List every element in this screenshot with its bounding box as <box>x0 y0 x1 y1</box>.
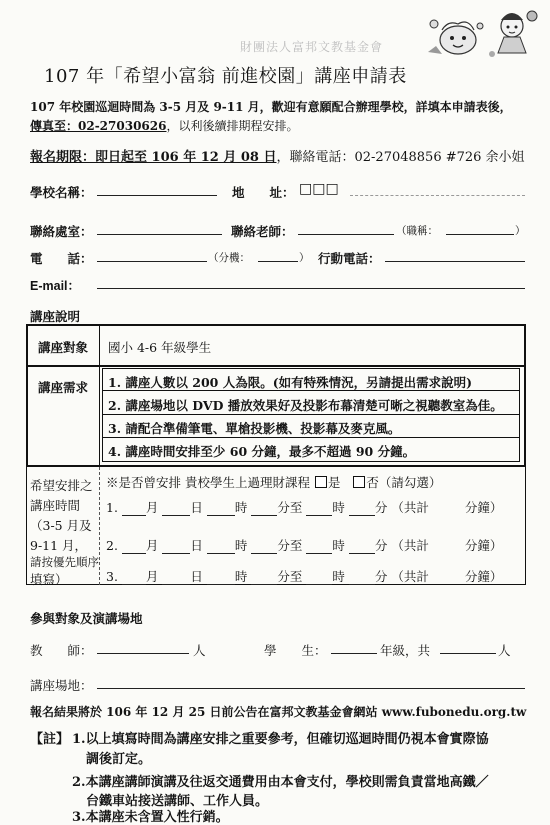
schedule-col-divider <box>99 467 100 585</box>
intro-line-2 <box>30 117 299 134</box>
job-title-field[interactable] <box>446 221 514 235</box>
day-field[interactable] <box>162 502 190 516</box>
school-name-label: 學校名稱： <box>30 185 93 200</box>
need-item-3: 3. 請配合準備筆電、單槍投影機、投影幕及麥克風。 <box>108 421 401 436</box>
mascot-logo-image <box>412 4 542 66</box>
note-item-2-cont: 台鐵車站接送講師、工作人員。 <box>86 794 269 809</box>
time-slot-row-1 <box>106 498 502 516</box>
hour-unit: 時 <box>234 538 248 553</box>
month-unit: 月 <box>145 500 159 515</box>
contact-office-label: 聯絡處室： <box>30 224 93 239</box>
total-label: （共計 <box>391 500 429 515</box>
target-value: 國小 4-6 年級學生 <box>108 340 212 355</box>
day-unit: 日 <box>190 500 203 515</box>
result-notice: 報名結果將於 106 年 12 月 25 日前公告在富邦文教基金會網站 www.fubonedu.org.tw <box>30 705 527 719</box>
schedule-label-line-5: 請按優先順序 <box>30 555 99 569</box>
month-field[interactable] <box>122 502 146 516</box>
schedule-label-line-3: （3-5 月及 <box>30 518 92 533</box>
day-field[interactable] <box>162 571 190 585</box>
month-unit: 月 <box>145 538 159 553</box>
address-field[interactable] <box>350 182 525 196</box>
intro-line-1: 107 年校園巡迴時間為 3-5 月及 9-11 月，歡迎有意願配合辦理學校，詳填本申請表後， <box>30 100 512 114</box>
minute-to-field[interactable] <box>349 540 375 554</box>
minute-to-unit: 分 <box>374 500 388 515</box>
day-field[interactable] <box>162 540 190 554</box>
student-grade-field[interactable] <box>331 640 377 654</box>
job-title-close: ） <box>515 225 526 237</box>
minute-to-field[interactable] <box>349 502 375 516</box>
schedule-label-line-4: 9-11 月， <box>30 538 88 553</box>
note-item-1-cont: 調後訂定。 <box>86 752 152 767</box>
target-label: 講座對象 <box>38 340 89 355</box>
minute-from-field[interactable] <box>251 571 277 585</box>
need-item-2: 2. 講座場地以 DVD 播放效果好及投影布幕清楚可晰之視聽教室為佳。 <box>108 398 503 413</box>
note-item-1: 1.以上填寫時間為講座安排之重要參考，但確切巡迴時間仍視本會實際協 <box>72 732 489 747</box>
needs-label: 講座需求 <box>38 380 89 395</box>
hour-to-field[interactable] <box>306 540 332 554</box>
total-label: （共計 <box>391 538 429 553</box>
phone-field[interactable] <box>97 248 207 262</box>
contact-phone: ，聯絡電話：02-27048856 #726 余小姐 <box>276 150 525 165</box>
schedule-label-line-2: 講座時間 <box>30 498 81 513</box>
address-postcode-boxes[interactable]: □□□ <box>299 181 339 197</box>
month-field[interactable] <box>122 540 146 554</box>
hour-field[interactable] <box>207 571 235 585</box>
day-unit: 日 <box>190 538 203 553</box>
hour-unit: 時 <box>234 569 248 584</box>
mobile-label: 行動電話： <box>318 251 381 266</box>
mobile-field[interactable] <box>385 248 525 262</box>
phone-label: 電 話： <box>30 251 93 266</box>
hour-to-field[interactable] <box>306 571 332 585</box>
yes-label: 是 <box>327 475 341 490</box>
email-label: E-mail： <box>30 279 81 293</box>
yes-checkbox[interactable] <box>315 476 327 488</box>
minute-to-unit: 分 <box>374 569 388 584</box>
extension-label: （分機： <box>208 252 250 264</box>
hour-to-field[interactable] <box>306 502 332 516</box>
finance-course-question <box>106 473 441 491</box>
venue-field[interactable] <box>97 675 525 689</box>
no-checkbox[interactable] <box>353 476 365 488</box>
note-item-3: 3.本講座未含置入性行銷。 <box>72 810 229 825</box>
minute-from-unit: 分至 <box>277 569 303 584</box>
student-grade-unit: 年級，共 <box>380 643 431 658</box>
hour-field[interactable] <box>207 502 235 516</box>
notes-label: 【註】 <box>30 732 70 747</box>
no-label: 否（請勾選） <box>366 475 442 490</box>
need-item-4: 4. 講座時間安排至少 60 分鐘，最多不超過 90 分鐘。 <box>108 444 416 459</box>
time-slot-row-3 <box>106 567 502 585</box>
lecture-table-divider <box>26 365 526 367</box>
lecture-section-label: 講座說明 <box>30 309 81 324</box>
schedule-label-line-1: 希望安排之 <box>30 478 93 493</box>
teacher-count-unit: 人 <box>193 643 206 658</box>
student-count-unit: 人 <box>498 643 511 658</box>
email-field[interactable] <box>97 275 525 289</box>
slot-number: 2. <box>106 538 118 553</box>
day-unit: 日 <box>190 569 203 584</box>
teacher-count-label: 教 師： <box>30 643 93 658</box>
address-label: 地 址： <box>232 185 295 200</box>
school-name-field[interactable] <box>97 182 217 196</box>
fax-number: 傳真至：02-27030626 <box>30 119 167 133</box>
intro-line-2-rest: ，以利後續排期程安排。 <box>166 119 299 133</box>
minute-to-field[interactable] <box>349 571 375 585</box>
minute-from-unit: 分至 <box>277 538 303 553</box>
contact-teacher-label: 聯絡老師： <box>231 224 294 239</box>
teacher-count-field[interactable] <box>97 640 189 654</box>
minute-from-field[interactable] <box>251 540 277 554</box>
hour-to-unit: 時 <box>332 500 345 515</box>
contact-teacher-field[interactable] <box>298 221 394 235</box>
job-title-label: （職稱： <box>396 225 438 237</box>
student-label: 學 生： <box>264 643 327 658</box>
participants-section-label: 參與對象及演講場地 <box>30 611 143 626</box>
time-slot-row-2 <box>106 536 502 554</box>
finance-question-text: ※是否曾安排 貴校學生上過理財課程 <box>106 475 310 490</box>
month-field[interactable] <box>122 571 146 585</box>
lecture-table-col-divider <box>99 324 100 467</box>
contact-office-field[interactable] <box>97 221 222 235</box>
venue-label: 講座場地： <box>30 678 93 693</box>
minute-from-unit: 分至 <box>277 500 303 515</box>
note-item-2: 2.本講座講師演講及往返交通費用由本會支付，學校則需負責當地高鐵／ <box>72 775 489 790</box>
hour-unit: 時 <box>234 500 248 515</box>
deadline-line <box>30 146 525 165</box>
needs-divider-3 <box>102 437 520 438</box>
slot-number: 1. <box>106 500 118 515</box>
minute-to-unit: 分 <box>374 538 388 553</box>
slot-number: 3. <box>106 569 118 584</box>
hour-field[interactable] <box>207 540 235 554</box>
schedule-label-line-6: 填寫） <box>30 572 68 587</box>
needs-divider-2 <box>102 414 520 415</box>
minutes-unit: 分鐘） <box>464 569 503 584</box>
minute-from-field[interactable] <box>251 502 277 516</box>
page-title: 107 年「希望小富翁 前進校園」講座申請表 <box>44 66 407 87</box>
extension-field[interactable] <box>258 248 298 262</box>
total-label: （共計 <box>391 569 429 584</box>
month-unit: 月 <box>145 569 159 584</box>
need-item-1: 1. 講座人數以 200 人為限。(如有特殊情況，另請提出需求說明) <box>108 375 473 390</box>
hour-to-unit: 時 <box>332 538 345 553</box>
hour-to-unit: 時 <box>332 569 345 584</box>
extension-close: ） <box>299 252 310 264</box>
ghost-watermark-text: 財團法人富邦文教基金會 <box>240 40 384 54</box>
student-count-field[interactable] <box>440 640 496 654</box>
deadline-label: 報名期限：即日起至 106 年 12 月 08 日 <box>30 150 277 165</box>
minutes-unit: 分鐘） <box>464 538 503 553</box>
minutes-unit: 分鐘） <box>464 500 503 515</box>
